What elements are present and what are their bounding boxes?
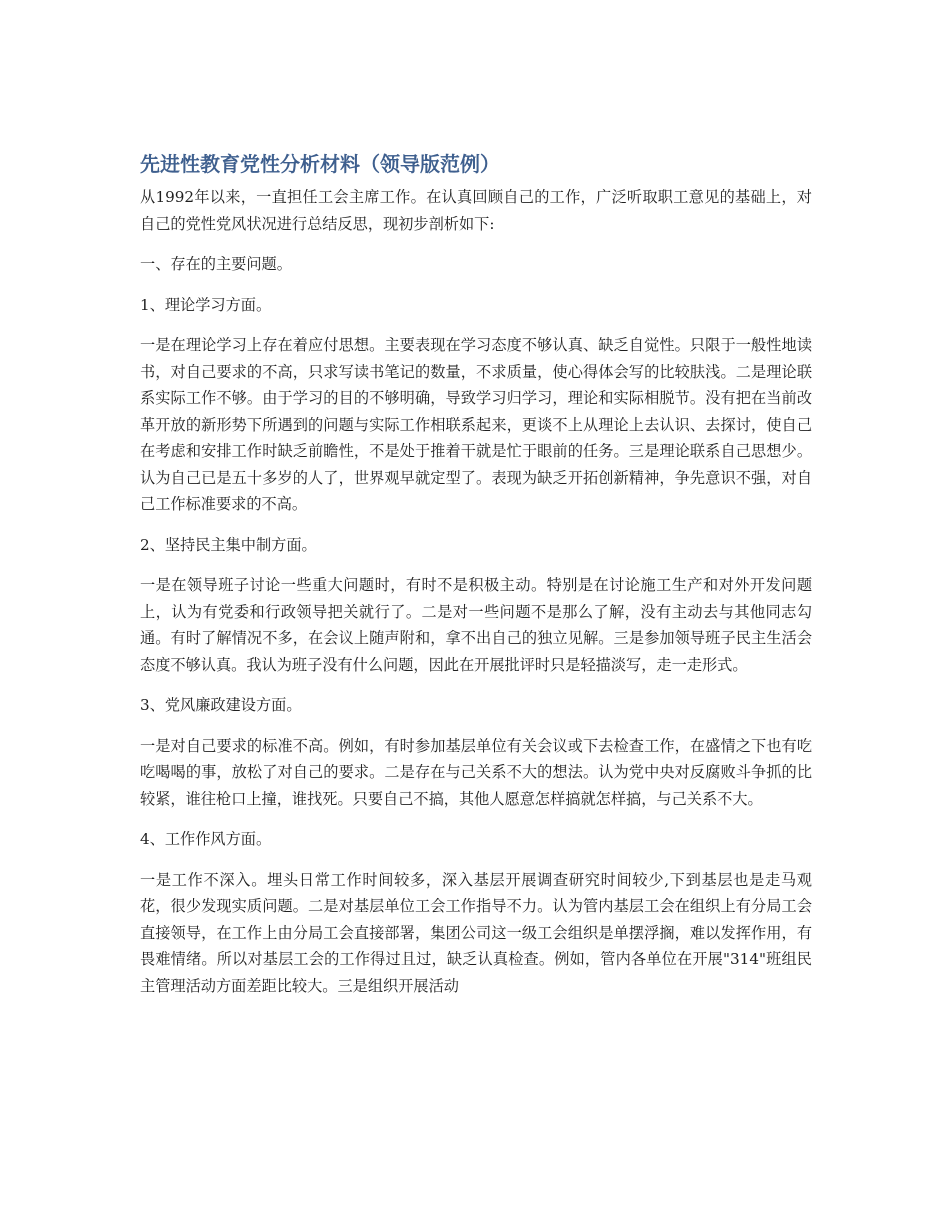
section-main-heading: 一、存在的主要问题。: [140, 255, 292, 273]
document-page: [140, 150, 812, 1013]
section-body-theory: 一是在理论学习上存在着应付思想。主要表现在学习态度不够认真、缺乏自觉性。只限于一般性地读书，对自己要求的不高，只求写读书笔记的数量，不求质量，使心得体会写的比较肤浅。二是理论联系实际工作不够。由于学习的目的不够明确，导致学习归学习，理论和实际相脱节。没有把在当前改革开放的新形势下所遇到的问题与实际工作相联系起来，更谈不上从理论上去认识、去探讨，使自己在考虑和安排工作时缺乏前瞻性，不是处于推着干就是忙于眼前的任务。三是理论联系自己思想少。认为自己已是五十多岁的人了，世界观早就定型了。表现为缺乏开拓创新精神，争先意识不强，对自己工作标准要求的不高。: [140, 336, 812, 513]
section-heading-theory: 1、理论学习方面。: [140, 295, 272, 314]
section-heading-work-style: 4、工作作风方面。: [140, 830, 272, 848]
section-heading-integrity: 3、党风廉政建设方面。: [140, 696, 302, 714]
section-body-democracy: 一是在领导班子讨论一些重大问题时，有时不是积极主动。特别是在讨论施工生产和对外开发问题上，认为有党委和行政领导把关就行了。二是对一些问题不是那么了解，没有主动去与其他同志勾通。有时了解情况不多，在会议上随声附和，拿不出自己的独立见解。三是参加领导班子民主生活会态度不够认真。我认为班子没有什么问题，因此在开展批评时只是轻描淡写，走一走形式。: [140, 576, 812, 674]
document-title: 先进性教育党性分析材料（领导版范例）: [140, 152, 500, 176]
section-body-integrity: 一是对自己要求的标准不高。例如，有时参加基层单位有关会议或下去检查工作，在盛情之下也有吃吃喝喝的事，放松了对自己的要求。二是存在与己关系不大的想法。认为党中央对反腐败斗争抓的比较紧，谁往枪口上撞，谁找死。只要自己不搞，其他人愿意怎样搞就怎样搞，与己关系不大。: [140, 736, 812, 808]
section-heading-democracy: 2、坚持民主集中制方面。: [140, 535, 317, 554]
section-body-work-style: 一是工作不深入。埋头日常工作时间较多，深入基层开展调查研究时间较少,下到基层也是走马观花，很少发现实质问题。二是对基层单位工会工作指导不力。认为管内基层工会在组织上有分局工会直接领导，在工作上由分局工会直接部署，集团公司这一级工会组织是单摆浮搁，难以发挥作用，有畏难情绪。所以对基层工会的工作得过且过，缺乏认真检查。例如，管内各单位在开展"314"班组民主管理活动方面差距比较大。三是组织开展活动: [140, 870, 812, 995]
intro-paragraph: 从1992年以来，一直担任工会主席工作。在认真回顾自己的工作，广泛听取职工意见的基础上，对自己的党性党风状况进行总结反思，现初步剖析如下:: [140, 188, 812, 233]
